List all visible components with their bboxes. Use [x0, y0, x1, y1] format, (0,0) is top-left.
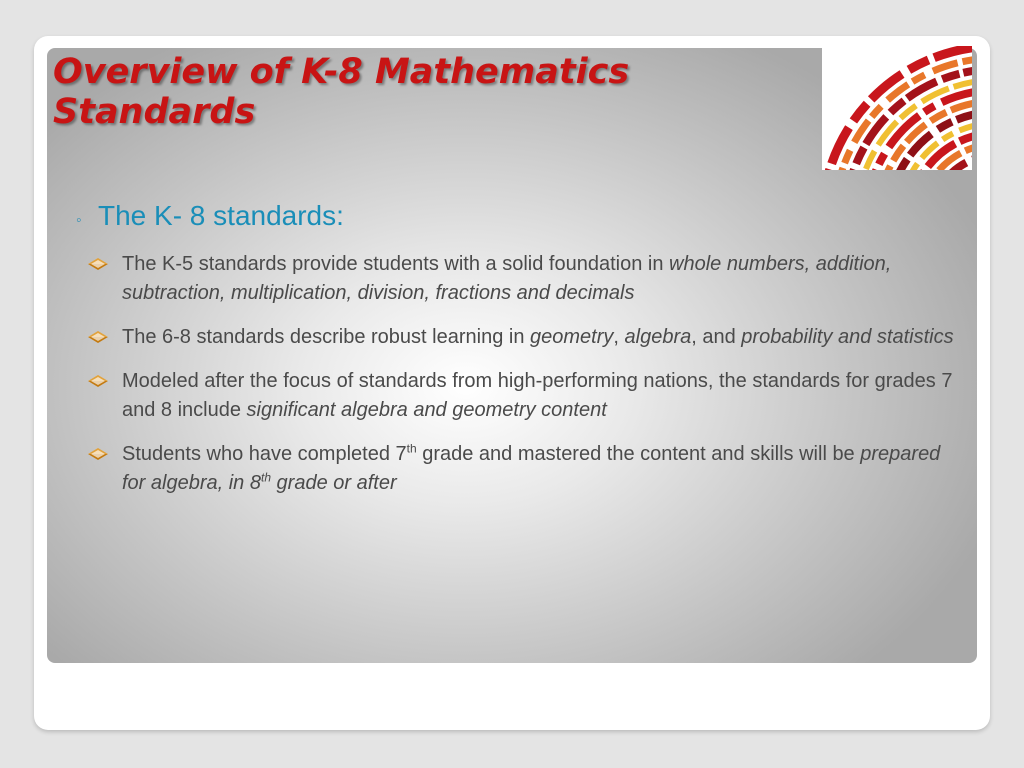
list-item-text: Modeled after the focus of standards from high-performing nations, the standards for grades 7 and 8 include significant algebra and geometry content: [122, 370, 953, 421]
diamond-icon: [88, 440, 122, 465]
slide-title: Overview of K-8 Mathematics Standards: [53, 52, 630, 133]
list-item: [88, 250, 968, 308]
list-item-text: The 6-8 standards describe robust learning in geometry, algebra, and probability and statistics: [122, 326, 954, 348]
section-heading: The K- 8 standards:: [98, 200, 344, 231]
list-item-text: Students who have completed 7th grade and mastered the content and skills will be prepared for algebra, in 8th grade or after: [122, 441, 941, 494]
bullet-list: [88, 250, 968, 513]
hollow-circle-icon: ◦: [76, 212, 82, 229]
concentric-arcs-icon: [822, 46, 972, 170]
diamond-icon: [88, 323, 122, 348]
list-item: [88, 323, 968, 352]
list-item-text: The K-5 standards provide students with a solid foundation in whole numbers, addition, subtraction, multiplication, division, fractions and decimals: [122, 253, 892, 304]
diamond-icon: [88, 250, 122, 275]
list-item: [88, 367, 968, 425]
level1-bullet-item: [76, 200, 344, 232]
list-item: [88, 440, 968, 498]
diamond-icon: [88, 367, 122, 392]
